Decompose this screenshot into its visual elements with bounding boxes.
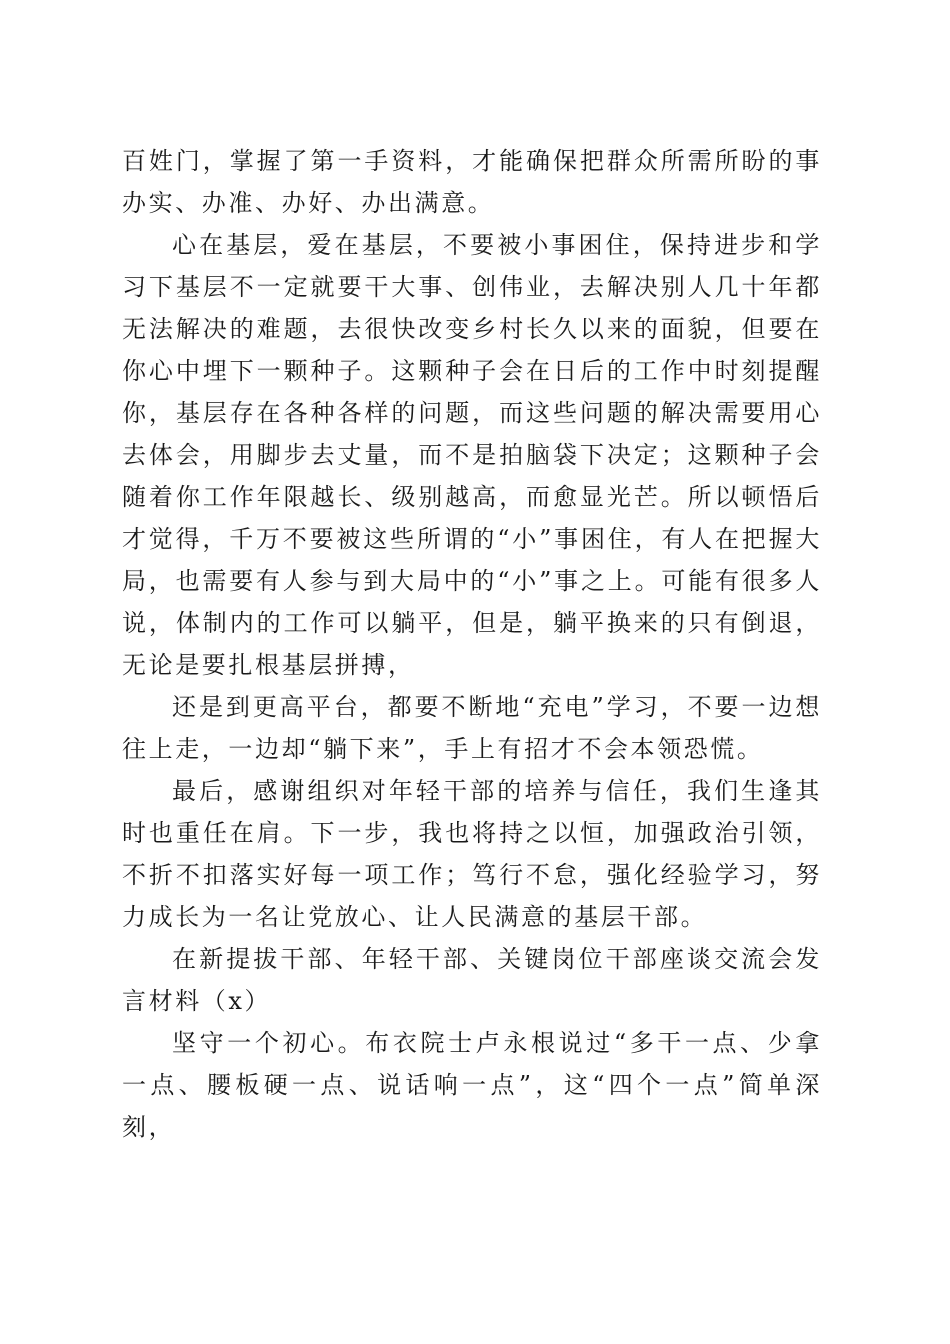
paragraph-6: 坚守一个初心。布衣院士卢永根说过“多干一点、少拿一点、腰板硬一点、说话响一点”，这“四个一点”简单深刻， [122,1029,822,1141]
document-body [122,140,822,1148]
paragraph-4: 最后，感谢组织对年轻干部的培养与信任，我们生逢其时也重任在肩。下一步，我也将持之以恒，加强政治引领，不折不扣落实好每一项工作；笃行不怠，强化经验学习，努力成长为一名让党放心、让人民满意的基层干部。 [122,777,822,931]
paragraph-2: 心在基层，爱在基层，不要被小事困住，保持进步和学习下基层不一定就要干大事、创伟业，去解决别人几十年都无法解决的难题，去很快改变乡村长久以来的面貌，但要在你心中埋下一颗种子。这颗种子会在日后的工作中时刻提醒你，基层存在各种各样的问题，而这些问题的解决需要用心去体会，用脚步去丈量，而不是拍脑袋下决定；这颗种子会随着你工作年限越长、级别越高，而愈显光芒。所以顿悟后才觉得，千万不要被这些所谓的“小”事困住，有人在把握大局，也需要有人参与到大局中的“小”事之上。可能有很多人说，体制内的工作可以躺平，但是，躺平换来的只有倒退，无论是要扎根基层拼搏， [122,231,822,679]
paragraph-1: 百姓门，掌握了第一手资料，才能确保把群众所需所盼的事办实、办准、办好、办出满意。 [122,147,822,217]
paragraph-5-heading: 在新提拔干部、年轻干部、关键岗位干部座谈交流会发言材料（x） [122,945,822,1015]
paragraph-3: 还是到更高平台，都要不断地“充电”学习，不要一边想往上走，一边却“躺下来”，手上有招才不会本领恐慌。 [122,693,822,763]
